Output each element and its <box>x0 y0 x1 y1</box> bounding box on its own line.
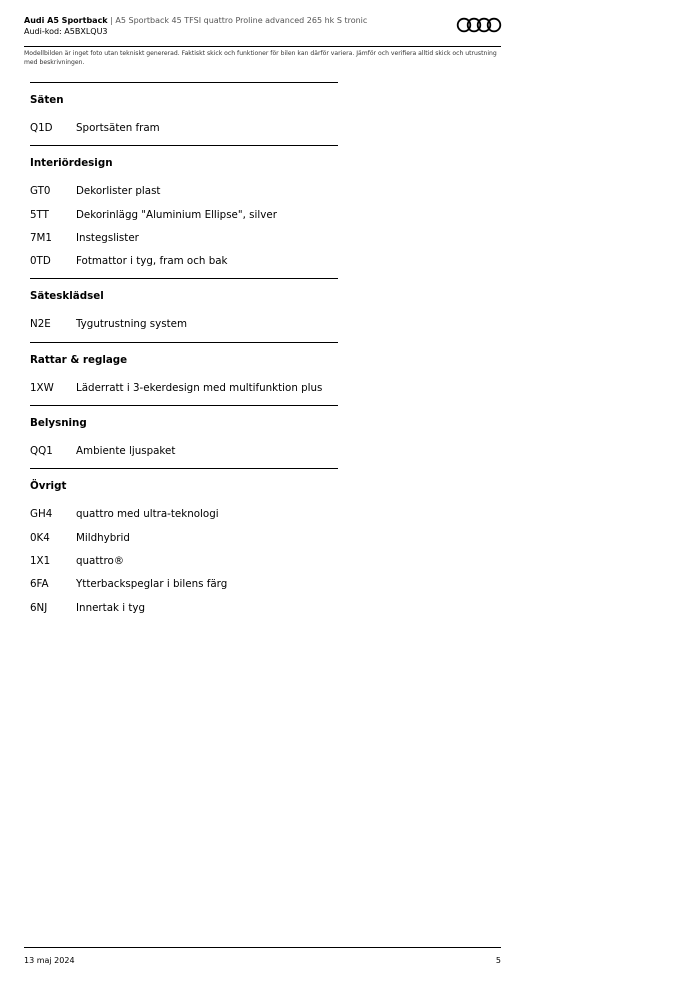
disclaimer-text: Modellbilden är inget foto utan tekniskt genererad. Faktiskt skick och funktioner för bilen kan därför variera. Jämför och verifiera alltid skick och utrustning med beskrivningen. <box>24 50 497 66</box>
equipment-name: Fotmattor i tyg, fram och bak <box>76 255 228 268</box>
equipment-name: quattro® <box>76 554 125 567</box>
equipment-code: 1XW <box>30 381 54 394</box>
equipment-section <box>30 278 338 341</box>
equipment-item <box>30 503 338 526</box>
equipment-name: Instegslister <box>76 231 139 244</box>
equipment-item <box>30 440 338 463</box>
equipment-code: Q1D <box>30 122 53 134</box>
equipment-name: Dekorlister plast <box>76 185 161 198</box>
equipment-section <box>30 342 338 405</box>
header-audi-code: Audi-kod: A5BXLQU3 <box>24 27 108 36</box>
equipment-section <box>30 405 338 468</box>
equipment-item <box>30 250 338 273</box>
equipment-name: Läderratt i 3-ekerdesign med multifunktion plus <box>76 381 323 394</box>
equipment-name: Tygutrustning system <box>76 318 187 331</box>
equipment-section <box>30 82 338 145</box>
section-title: Rattar & reglage <box>30 353 128 366</box>
section-spacer <box>30 620 338 625</box>
equipment-item <box>30 527 338 550</box>
equipment-name: Dekorinlägg "Aluminium Ellipse", silver <box>76 208 277 221</box>
equipment-item <box>30 597 338 620</box>
header-title <box>24 15 501 26</box>
equipment-code: GT0 <box>30 185 51 198</box>
equipment-code: 1X1 <box>30 554 51 567</box>
equipment-code: 5TT <box>30 208 49 221</box>
equipment-item <box>30 313 338 336</box>
equipment-code: 6NJ <box>30 601 48 614</box>
equipment-code: GH4 <box>30 508 53 521</box>
section-title: Övrigt <box>30 480 67 493</box>
equipment-name: Innertak i tyg <box>76 601 146 614</box>
section-title: Belysning <box>30 417 87 430</box>
equipment-name: quattro med ultra-teknologi <box>76 508 219 521</box>
equipment-item <box>30 204 338 227</box>
header-separator: | <box>110 16 113 25</box>
equipment-list <box>30 82 338 625</box>
footer-date: 13 maj 2024 <box>24 956 75 965</box>
equipment-item <box>30 180 338 203</box>
equipment-name: Ytterbackspeglar i bilens färg <box>76 578 228 591</box>
footer-divider <box>24 947 501 948</box>
section-title: Sätesklädsel <box>30 290 104 303</box>
equipment-code: 0TD <box>30 255 51 268</box>
header-divider <box>24 46 501 47</box>
equipment-section <box>30 468 338 624</box>
page-number: 5 <box>495 956 501 965</box>
equipment-name: Sportsäten fram <box>76 122 160 134</box>
equipment-section <box>30 145 338 278</box>
equipment-code: 0K4 <box>30 531 50 544</box>
header-model: Audi A5 Sportback <box>24 16 108 25</box>
page-header <box>24 15 501 37</box>
equipment-code: 6FA <box>30 578 49 591</box>
equipment-code: 7M1 <box>30 231 52 244</box>
section-title: Interiördesign <box>30 157 113 170</box>
equipment-code: N2E <box>30 318 51 331</box>
header-description: A5 Sportback 45 TFSI quattro Proline advanced 265 hk S tronic <box>115 16 368 25</box>
equipment-code: QQ1 <box>30 445 53 458</box>
section-title: Säten <box>30 94 64 106</box>
audi-rings-logo-icon <box>456 17 502 37</box>
equipment-item <box>30 227 338 250</box>
equipment-name: Mildhybrid <box>76 531 130 544</box>
equipment-item <box>30 573 338 596</box>
equipment-name: Ambiente ljuspaket <box>76 445 176 458</box>
equipment-item <box>30 377 338 400</box>
equipment-item <box>30 550 338 573</box>
equipment-item <box>30 117 338 140</box>
